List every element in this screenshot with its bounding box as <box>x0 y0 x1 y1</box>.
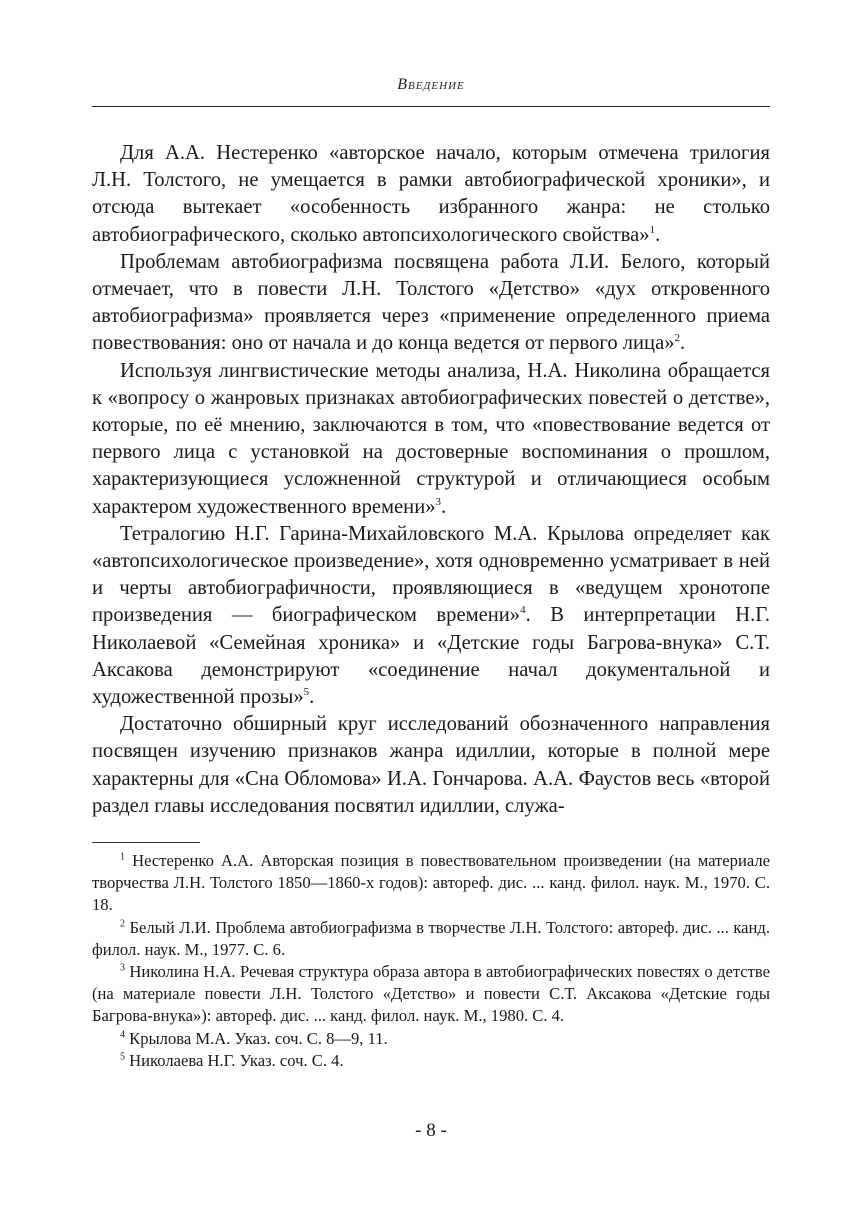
paragraph <box>92 358 770 521</box>
footnote-rule <box>92 842 200 843</box>
paragraph-text: . <box>309 686 315 709</box>
footnote <box>92 1028 770 1050</box>
paragraph-text: . <box>655 223 661 246</box>
footnote-ref[interactable]: 3 <box>435 495 442 508</box>
footnote-number: 1 <box>120 851 125 863</box>
page-number: - 8 - <box>415 1120 447 1141</box>
footnote-ref[interactable]: 2 <box>674 332 681 345</box>
paragraph-text: . В интерпретации Н.Г. Николаевой «Семейная хроника» и «Детские годы Багрова-внука» С.Т. Аксакова демонстрируют «соединение начал документальной и художественной прозы» <box>92 604 770 709</box>
footnote-number: 5 <box>120 1051 125 1063</box>
body-text <box>92 140 770 820</box>
paragraph-text: Тетралогию Н.Г. Гарина-Михайловского М.А. Крылова определяет как «автопсихологическое произведение», хотя одновременно усматривает в ней и черты автобиографичности, проявляющиеся в «ведущем хронотопе произведения — биографическом времени» <box>92 522 770 627</box>
paragraph-text: Для А.А. Нестеренко «авторское начало, которым отмечена трилогия Л.Н. Толстого, не умещается в рамки автобиографической хроники», и отсюда вытекает «особенность избранного жанра: не столько автобиографического, сколько автопсихологического свойства» <box>92 142 770 246</box>
footnote-number: 4 <box>120 1029 125 1041</box>
paragraph-text: Достаточно обширный круг исследований обозначенного направления посвящен изучению признаков жанра идиллии, которые в полной мере характерны для «Сна Обломова» И.А. Гончарова. А.А. Фаустов весь «второй раздел главы исследования посвятил идиллии, служа- <box>92 713 770 817</box>
paragraph <box>92 249 770 358</box>
paragraph-text: Используя лингвистические методы анализа, Н.А. Николина обращается к «вопросу о жанровых признаках автобиографических повестей о детстве», которые, по её мнению, заключаются в том, что «повествование ведется от первого лица с установкой на достоверные воспоминания о прошлом, характеризующиеся усложненной структурой и отличающиеся особым характером художественного времени» <box>92 359 770 518</box>
footnote-text: Нестеренко А.А. Авторская позиция в повествовательном произведении (на материале творчества Л.Н. Толстого 1850—1860-х годов): автореф. дис. ... канд. филол. наук. М., 1970. С. 18. <box>92 851 770 915</box>
paragraph <box>92 521 770 711</box>
footnote-text: Белый Л.И. Проблема автобиографизма в творчестве Л.Н. Толстого: автореф. дис. ... канд. филол. наук. М., 1977. С. 6. <box>92 917 770 959</box>
running-title: Введение <box>397 76 465 93</box>
footnote-text: Николина Н.А. Речевая структура образа автора в автобиографических повестях о детстве (на материале повести Л.Н. Толстого «Детство» и повести С.Т. Аксакова «Детские годы Багрова-внука»): автореф. дис. ... канд. филол. наук. М., 1980. С. 4. <box>92 962 770 1026</box>
paragraph-text: Проблемам автобиографизма посвящена работа Л.И. Белого, который отмечает, что в повести Л.Н. Толстого «Детство» «дух откровенного автобиографизма» проявляется через «применение определенного приема повествования: оно от начала и до конца ведется от первого лица» <box>92 250 770 355</box>
footnote-text: Николаева Н.Г. Указ. соч. С. 4. <box>129 1050 344 1070</box>
footnote-number: 2 <box>120 918 125 930</box>
footnotes <box>92 850 770 1072</box>
book-page <box>92 0 770 1229</box>
footnote <box>92 1050 770 1072</box>
footnote-number: 3 <box>120 962 125 974</box>
footnote <box>92 961 770 1028</box>
footnote-ref[interactable]: 5 <box>303 686 310 699</box>
footnote-text: Крылова М.А. Указ. соч. С. 8—9, 11. <box>129 1028 388 1048</box>
footnote <box>92 850 770 917</box>
header-rule <box>92 106 770 107</box>
paragraph-text: . <box>680 332 686 355</box>
footnote-ref[interactable]: 4 <box>520 604 526 617</box>
footnote <box>92 917 770 961</box>
footnote-ref[interactable]: 1 <box>649 223 656 236</box>
paragraph <box>92 140 770 249</box>
paragraph-text: . <box>441 495 447 518</box>
paragraph <box>92 711 770 820</box>
